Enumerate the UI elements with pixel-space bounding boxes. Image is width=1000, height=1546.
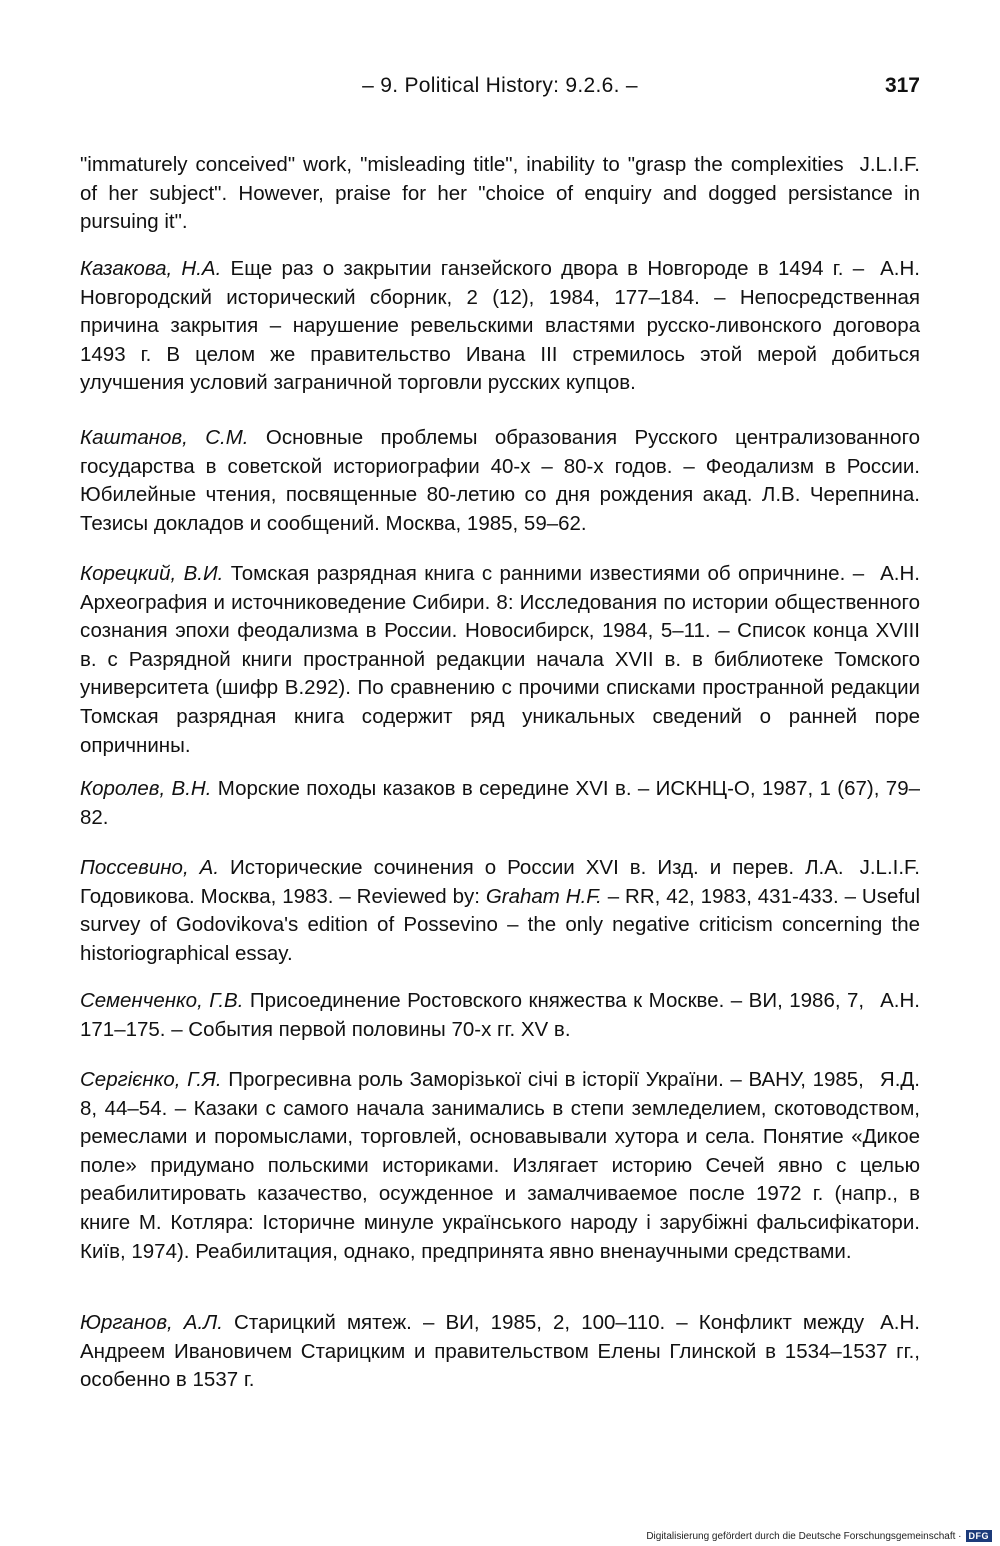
entry-text: "immaturely conceived" work, "misleading title", inability to "grasp the complexities of her subject". However, praise for her "choice of enquiry and dogged persistance in pursuing it". bbox=[80, 153, 920, 234]
entry-signature: А.Н. bbox=[880, 1311, 920, 1334]
entry-author: Королев, В.Н. bbox=[80, 777, 212, 800]
entry-text: Прогресивна роль Заморізької січі в історії України. – ВАНУ, 1985, 8, 44–54. – Казаки с самого начала занимались в степи земледелием, скотоводством, ремеслами и поромыслами, торговлей, основавывали хутора и села. Понятие «Дикое поле» придумано польскими историками. Излягает историю Сечей явно с целью реабилитировать казачество, осужденное и замалчиваемое после 1972 г. (напр., в книге М. Котляра: Історичне минуле українського народу і зарубіжні фальсифікатори. Київ, 1974). Реабилитация, однако, предпринята явно вненаучными средствами. bbox=[80, 1068, 920, 1263]
entry-author: Каштанов, С.М. bbox=[80, 426, 249, 449]
entry-signature: J.L.I.F. bbox=[859, 856, 920, 879]
bibliography-entry bbox=[80, 255, 920, 398]
entry-signature: Я.Д. bbox=[879, 1068, 920, 1091]
bibliography-entry bbox=[80, 775, 920, 832]
entry-author: Сергієнко, Г.Я. bbox=[80, 1068, 222, 1091]
entry-signature: А.Н. bbox=[880, 257, 920, 280]
entry-reviewer: Graham H.F. bbox=[485, 884, 602, 908]
entry-text: Основные проблемы образования Русского централизованного государства в советской историографии 40-х – 80-х годов. – Феодализм в России. Юбилейные чтения, посвященные 80-летию со дня рождения акад. Л.В. Черепнина. Тезисы докладов и сообщений. Москва, 1985, 59–62. bbox=[80, 426, 921, 535]
bibliography-entry bbox=[80, 1309, 920, 1395]
footer-text: Digitalisierung gefördert durch die Deutsche Forschungsgemeinschaft · bbox=[646, 1530, 962, 1542]
entry-signature: А.Н. bbox=[880, 562, 920, 585]
entry-text: Старицкий мятеж. – ВИ, 1985, 2, 100–110. – Конфликт между Андреем Ивановичем Старицким и правительством Елены Глинской в 1534–1537 гг., особенно в 1537 г. bbox=[80, 1311, 920, 1392]
dfg-logo: DFG bbox=[966, 1530, 993, 1542]
entry-author: Юрганов, А.Л. bbox=[80, 1311, 223, 1334]
entry-text: Морские походы казаков в середине XVI в. – ИСКНЦ-О, 1987, 1 (67), 79–82. bbox=[80, 777, 920, 829]
entry-author: Поссевино, А. bbox=[80, 856, 220, 879]
entry-text: Томская разрядная книга с ранними известиями об опричнине. – Археография и источниковедение Сибири. 8: Исследования по истории общественного сознания эпохи феодализма в России. Новосибирск, 1984, 5–11. – Список конца XVIII в. с Разрядной книги пространной редакции начала XVII в. в библиотеке Томского университета (шифр В.292). По сравнению с прочими списками пространной редакции Томская разрядная книга содержит ряд уникальных сведений о ранней поре опричнины. bbox=[80, 562, 920, 757]
entry-signature: J.L.I.F. bbox=[859, 153, 920, 176]
entry-text: Еще раз о закрытии ганзейского двора в Новгороде в 1494 г. – Новгородский исторический сборник, 2 (12), 1984, 177–184. – Непосредственная причина закрытия – нарушение ревельскими властями русско-ливонского договора 1493 г. В целом же правительство Ивана III стремилось этой мерой добиться улучшения условий заграничной торговли русских купцов. bbox=[80, 257, 920, 395]
bibliography-entry bbox=[80, 854, 920, 968]
entry-text: – RR, 42, 1983, 431-433. – Useful survey of Godovikova's edition of Possevino – the only negative criticism concerning the historiographical essay. bbox=[80, 884, 920, 965]
entry-text-before: Исторические сочинения о России XVI в. Изд. и перев. Л.А. Годовикова. Москва, 1983. – Reviewed by: bbox=[80, 856, 844, 908]
digitization-footer bbox=[646, 1530, 992, 1542]
bibliography-entry bbox=[80, 987, 920, 1044]
entry-author: Казакова, Н.А. bbox=[80, 257, 222, 280]
page-number: 317 bbox=[884, 74, 920, 97]
entry-author: Семенченко, Г.В. bbox=[80, 989, 244, 1012]
running-title: – 9. Political History: 9.2.6. – bbox=[362, 74, 638, 97]
bibliography-entry bbox=[80, 424, 920, 538]
bibliography-entry bbox=[80, 1066, 920, 1266]
entry-text: Присоединение Ростовского княжества к Москве. – ВИ, 1986, 7, 171–175. – События первой половины 70-х гг. XV в. bbox=[80, 989, 865, 1041]
entry-signature: А.Н. bbox=[880, 989, 920, 1012]
bibliography-entry bbox=[80, 151, 920, 237]
entry-author: Корецкий, В.И. bbox=[80, 562, 224, 585]
page-header bbox=[80, 74, 920, 106]
bibliography-entry bbox=[80, 560, 920, 760]
